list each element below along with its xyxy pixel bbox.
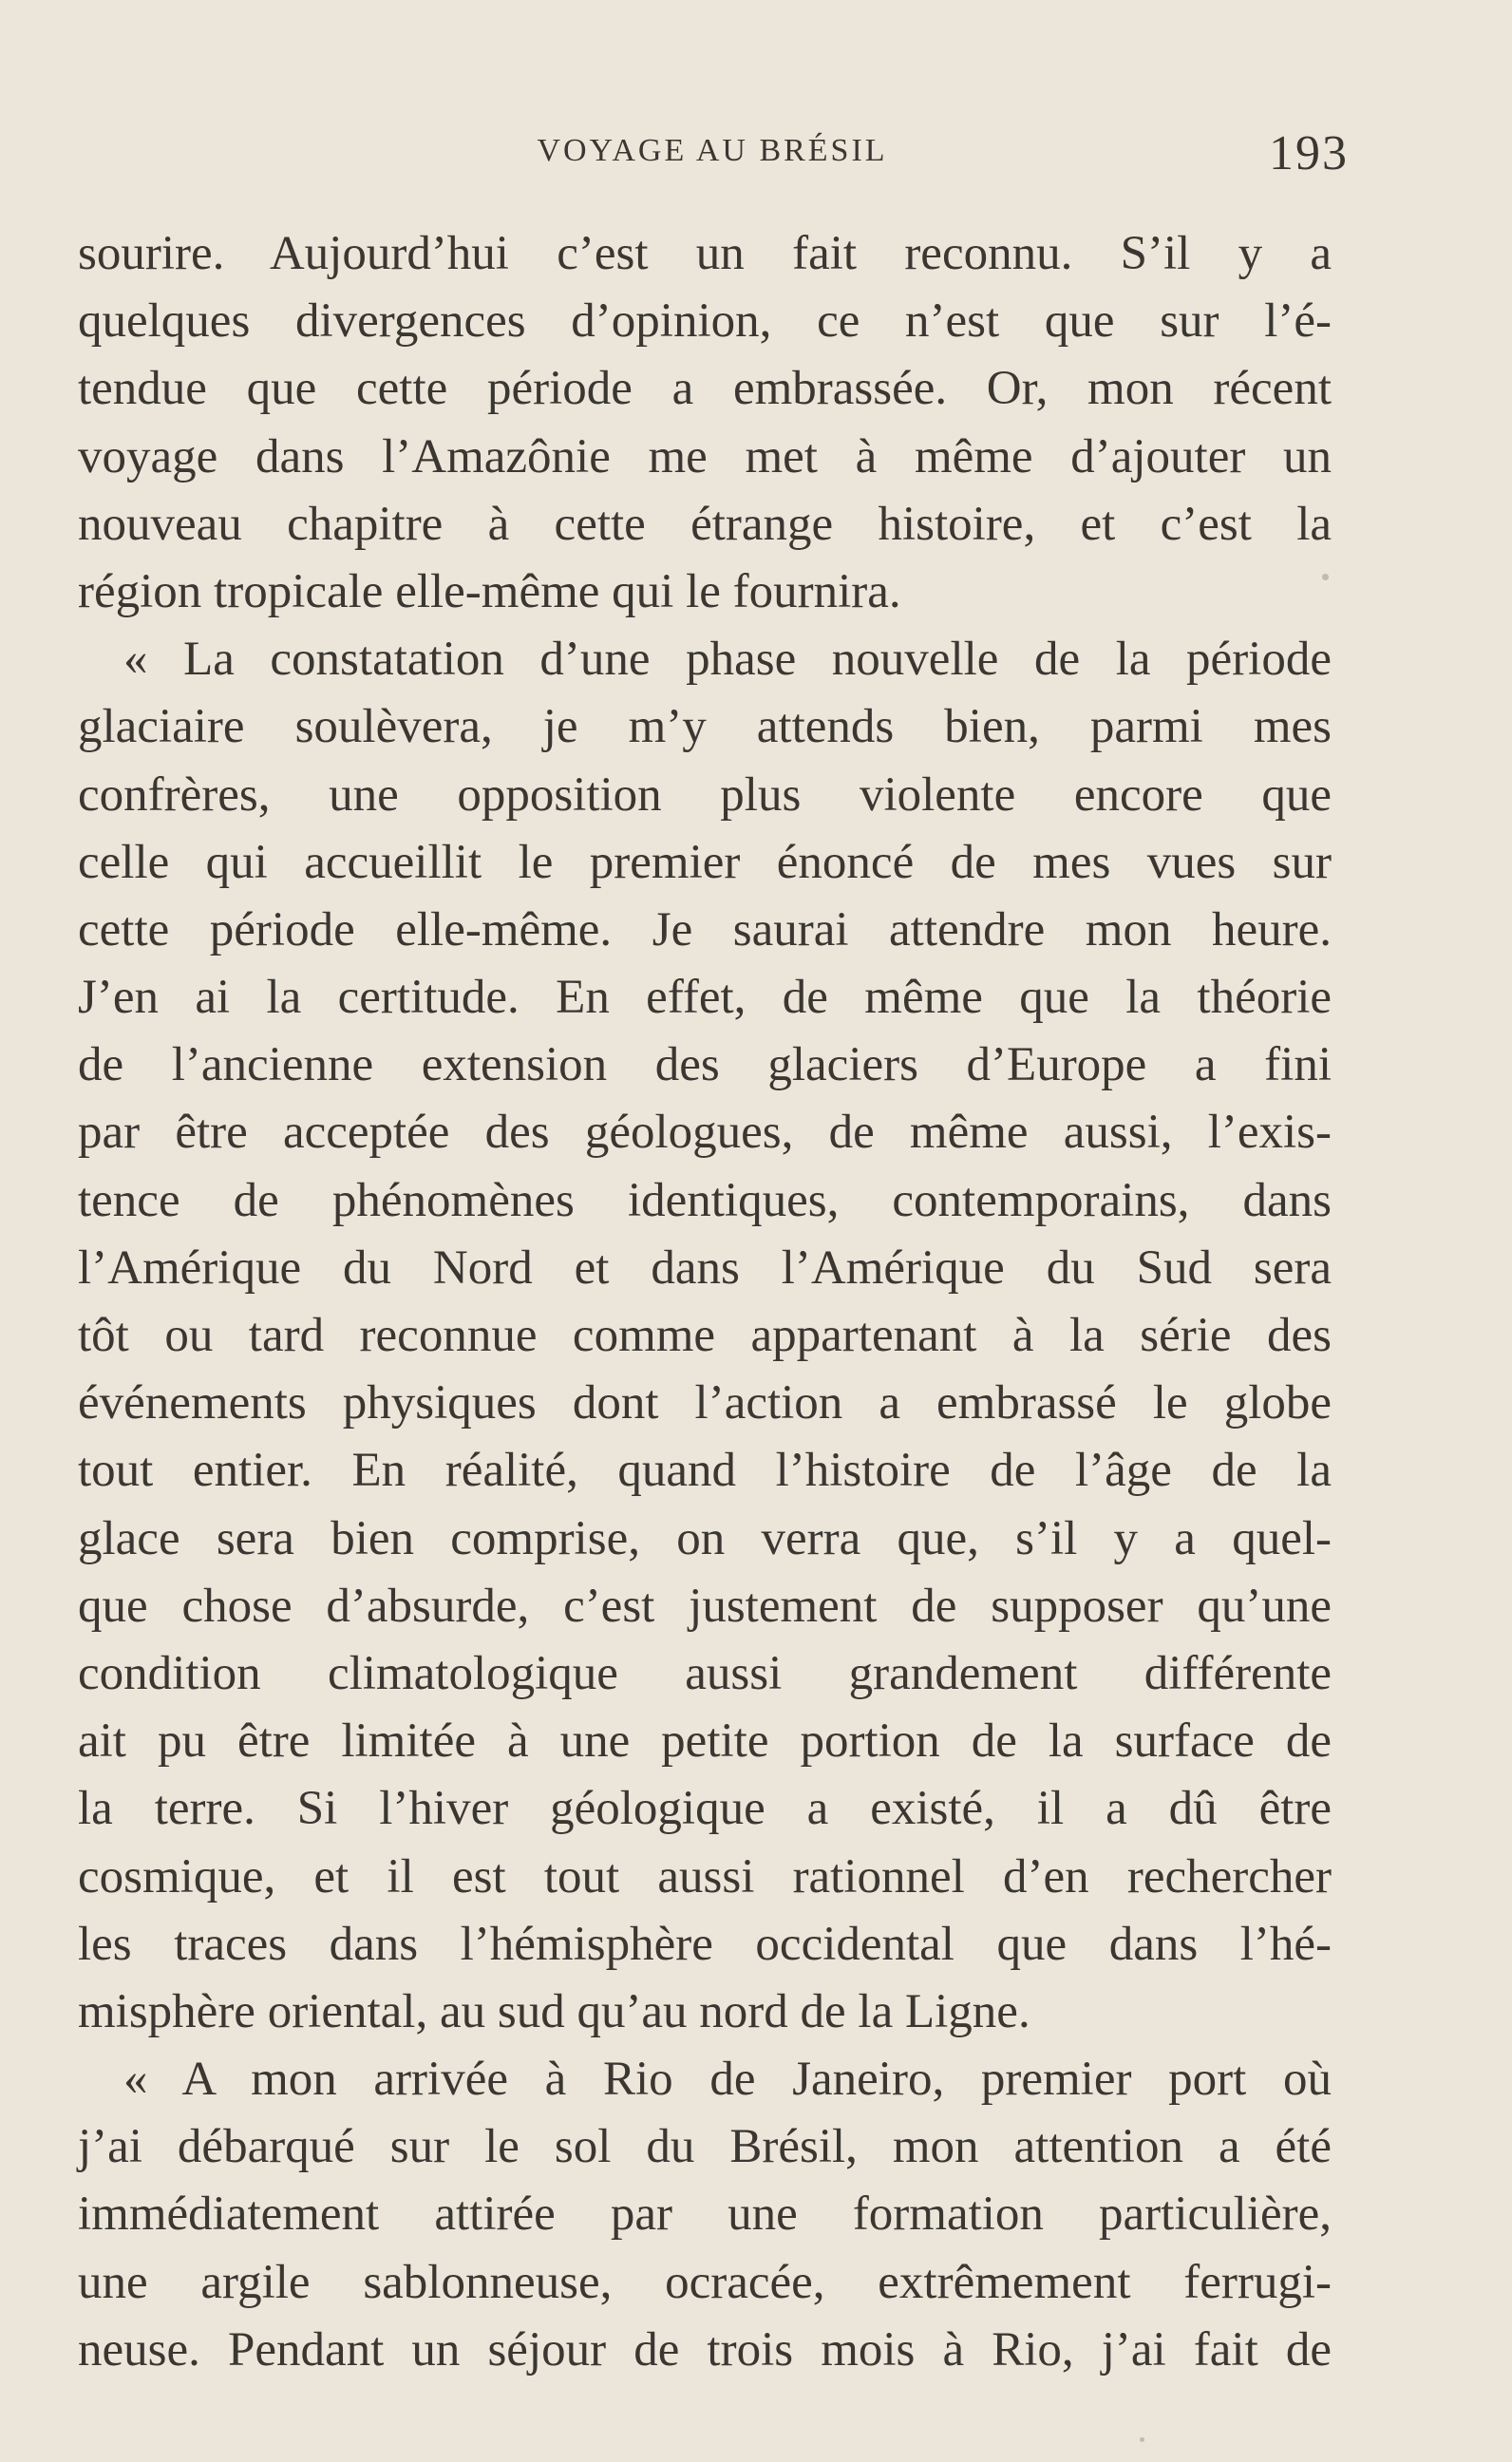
text-line: tôt ou tard reconnue comme appartenant à la série des <box>78 1309 1332 1362</box>
text-line: cosmique, et il est tout aussi rationnel d’en rechercher <box>78 1849 1332 1903</box>
running-head <box>76 126 1349 180</box>
body-text <box>78 220 1332 2384</box>
text-line: tendue que cette période a embrassée. Or, mon récent <box>78 362 1332 416</box>
text-line: ait pu être limitée à une petite portion de la surface de <box>78 1714 1332 1769</box>
text-line: l’Amérique du Nord et dans l’Amérique du Sud sera <box>78 1240 1332 1295</box>
text-line: j’ai débarqué sur le sol du Brésil, mon attention a été <box>78 2120 1332 2174</box>
text-line: glaciaire soulèvera, je m’y attends bien, parmi mes <box>78 700 1332 754</box>
text-line: sourire. Aujourd’hui c’est un fait reconnu. S’il y a <box>78 227 1332 280</box>
text-line: glace sera bien comprise, on verra que, s’il y a quel- <box>78 1511 1332 1565</box>
text-line: misphère oriental, au sud qu’au nord de la Ligne. <box>78 1984 1030 2038</box>
paper-speck <box>1140 2437 1144 2442</box>
text-line: les traces dans l’hémisphère occidental que dans l’hé- <box>78 1917 1332 1971</box>
text-line: tout entier. En réalité, quand l’histoire de l’âge de la <box>78 1444 1332 1498</box>
text-line: neuse. Pendant un séjour de trois mois à Rio, j’ai fait de <box>78 2322 1332 2377</box>
text-line: J’en ai la certitude. En effet, de même que la théorie <box>78 971 1332 1025</box>
running-title: VOYAGE AU BRÉSIL <box>537 133 888 168</box>
page-number: 193 <box>1269 126 1349 180</box>
text-line: condition climatologique aussi grandement différente <box>78 1646 1332 1700</box>
text-line: que chose d’absurde, c’est justement de supposer qu’une <box>78 1579 1332 1633</box>
text-line: cette période elle-même. Je saurai attendre mon heure. <box>78 902 1332 956</box>
text-line: une argile sablonneuse, ocracée, extrêmement ferrugi- <box>78 2255 1332 2309</box>
text-line: région tropicale elle-même qui le fournira. <box>78 564 901 618</box>
text-line: événements physiques dont l’action a embrassé le globe <box>78 1376 1332 1430</box>
text-line: de l’ancienne extension des glaciers d’Europe a fini <box>78 1038 1332 1092</box>
text-line: la terre. Si l’hiver géologique a existé, il a dû être <box>78 1782 1332 1836</box>
text-line: celle qui accueillit le premier énoncé de mes vues sur <box>78 835 1332 889</box>
text-line: nouveau chapitre à cette étrange histoire, et c’est la <box>78 497 1332 551</box>
text-line: « A mon arrivée à Rio de Janeiro, premier port où <box>123 2053 1332 2107</box>
text-line: quelques divergences d’opinion, ce n’est que sur l’é- <box>78 294 1332 349</box>
text-line: « La constatation d’une phase nouvelle de la période <box>123 633 1332 687</box>
text-line: immédiatement attirée par une formation particulière, <box>78 2187 1332 2242</box>
text-line: voyage dans l’Amazônie me met à même d’ajouter un <box>78 429 1332 483</box>
text-line: par être acceptée des géologues, de même aussi, l’exis- <box>78 1106 1332 1160</box>
paper-speck <box>1322 574 1329 580</box>
text-line: tence de phénomènes identiques, contemporains, dans <box>78 1173 1332 1227</box>
text-line: confrères, une opposition plus violente encore que <box>78 767 1332 822</box>
